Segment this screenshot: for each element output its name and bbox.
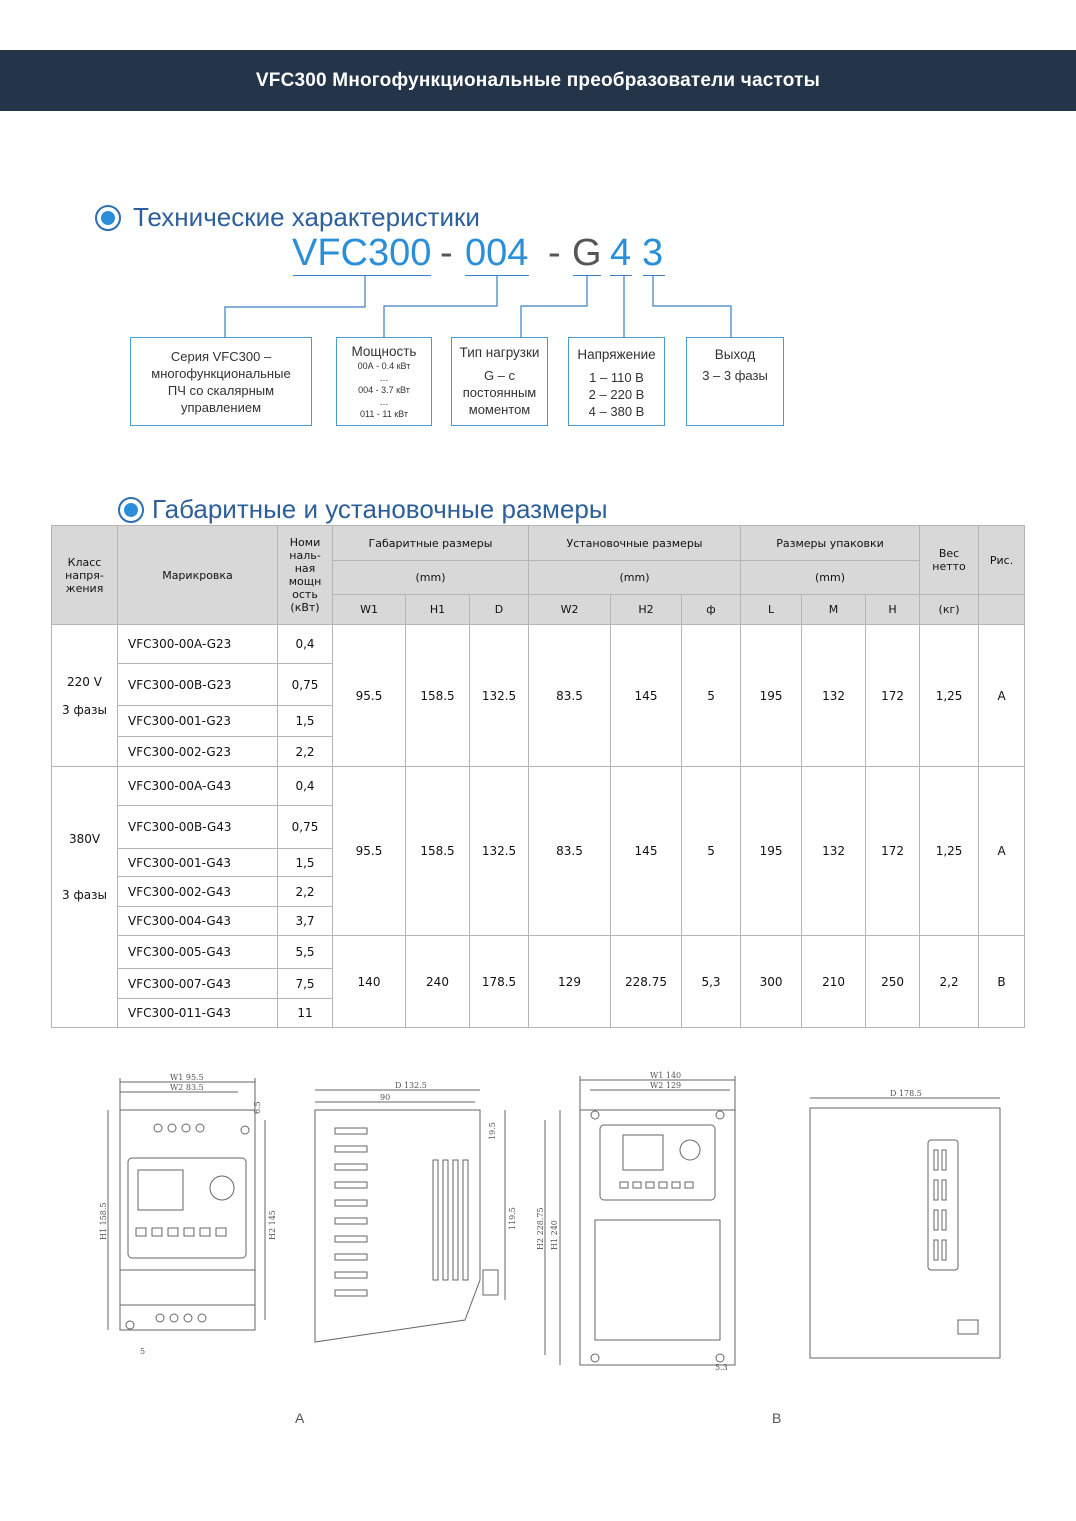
- dim-label: 5: [140, 1347, 146, 1356]
- cell-d: 132.5: [470, 625, 529, 767]
- cell-model: VFC300-00A-G43: [118, 767, 278, 806]
- code-voltage: 4: [610, 232, 632, 274]
- box-voltage: [568, 337, 665, 426]
- dim-label: 19.5: [488, 1122, 497, 1140]
- cell-model: VFC300-00A-G23: [118, 625, 278, 664]
- cell-l: 300: [741, 936, 802, 1028]
- th-col: (кг): [920, 595, 979, 625]
- th-col: H1: [406, 595, 470, 625]
- th-overall: Габаритные размеры: [333, 526, 529, 561]
- drawing-label-a: A: [295, 1410, 305, 1426]
- box-output: [686, 337, 784, 426]
- table-row: [52, 625, 1025, 664]
- section-title-text: Габаритные и установочные размеры: [152, 494, 608, 524]
- box-line: …: [379, 397, 389, 407]
- cell-h: 172: [866, 767, 920, 936]
- box-line: G – с: [483, 368, 516, 383]
- cell-m: 132: [802, 767, 866, 936]
- bullet-icon: [118, 497, 144, 523]
- cell-power: 2,2: [278, 877, 333, 907]
- dim-label: H2 145: [268, 1210, 277, 1240]
- box-title: Выход: [714, 347, 756, 362]
- th-mm: (mm): [741, 561, 920, 595]
- th-weight: Вес нетто: [920, 526, 979, 595]
- section-title-text: Технические характеристики: [133, 202, 480, 232]
- box-line: ПЧ со скалярным: [167, 383, 275, 398]
- th-col: M: [802, 595, 866, 625]
- cell-m: 132: [802, 625, 866, 767]
- box-title: Тип нагрузки: [459, 345, 540, 360]
- drawing-a-front: [100, 1070, 280, 1360]
- table-row: [52, 767, 1025, 806]
- th-col: H: [866, 595, 920, 625]
- cell-power: 0,75: [278, 664, 333, 706]
- cell-h2: 228.75: [611, 936, 682, 1028]
- cell-power: 7,5: [278, 969, 333, 999]
- cell-model: VFC300-005-G43: [118, 936, 278, 969]
- box-line: 3 – 3 фазы: [702, 368, 768, 383]
- th-mounting: Установочные размеры: [529, 526, 741, 561]
- header-title: VFC300 Многофункциональные преобразователи частоты: [255, 69, 821, 91]
- th-col: L: [741, 595, 802, 625]
- box-line: …: [379, 373, 389, 383]
- th-mm: (mm): [333, 561, 529, 595]
- cell-w1: 95.5: [333, 625, 406, 767]
- dim-label: H1 240: [550, 1220, 559, 1250]
- cell-phi: 5: [682, 767, 741, 936]
- cell-voltage-class: 220 V 3 фазы: [52, 625, 118, 767]
- cell-model: VFC300-00B-G23: [118, 664, 278, 706]
- box-line: управлением: [180, 400, 262, 415]
- cell-model: VFC300-011-G43: [118, 999, 278, 1028]
- drawing-a-side: [305, 1080, 525, 1350]
- dim-label: H2 228.75: [536, 1207, 545, 1250]
- code-output: 3: [642, 232, 664, 274]
- box-title: Мощность: [351, 344, 417, 359]
- bullet-icon: [95, 205, 121, 231]
- cell-m: 210: [802, 936, 866, 1028]
- th-col: W2: [529, 595, 611, 625]
- dim-label: W2 129: [650, 1081, 682, 1090]
- box-line: моментом: [468, 402, 531, 417]
- th-voltage-class: Класс напря- жения: [52, 526, 118, 625]
- cell-l: 195: [741, 767, 802, 936]
- section-title-specs: [95, 202, 480, 233]
- cell-h1: 240: [406, 936, 470, 1028]
- cell-w2: 83.5: [529, 767, 611, 936]
- table-row: [52, 936, 1025, 969]
- code-series: VFC300: [292, 232, 432, 274]
- dim-label: H1 158.5: [99, 1202, 108, 1240]
- cell-power: 2,2: [278, 737, 333, 767]
- dim-label: W2 83.5: [170, 1083, 204, 1092]
- dim-label: W1 95.5: [170, 1073, 204, 1082]
- cell-d: 132.5: [470, 767, 529, 936]
- box-line: постоянным: [462, 385, 537, 400]
- cell-h1: 158.5: [406, 625, 470, 767]
- th-col: ф: [682, 595, 741, 625]
- cell-power: 5,5: [278, 936, 333, 969]
- th-fig: Рис.: [979, 526, 1025, 595]
- box-load: [451, 337, 548, 426]
- cell-w1: 140: [333, 936, 406, 1028]
- th-marking: Марикровка: [118, 526, 278, 625]
- cell-fig: B: [979, 936, 1025, 1028]
- cell-model: VFC300-00B-G43: [118, 806, 278, 849]
- cell-power: 0,4: [278, 767, 333, 806]
- th-power: Номи наль- ная мощн ость (кВт): [278, 526, 333, 625]
- cell-weight: 1,25: [920, 625, 979, 767]
- box-line: 2 – 220 В: [588, 387, 645, 402]
- cell-w1: 95.5: [333, 767, 406, 936]
- cell-l: 195: [741, 625, 802, 767]
- dim-label: D 178.5: [890, 1089, 922, 1098]
- th-col: D: [470, 595, 529, 625]
- dim-label: 119.5: [508, 1207, 517, 1230]
- cell-model: VFC300-002-G43: [118, 877, 278, 907]
- th-col: H2: [611, 595, 682, 625]
- code-underline: [643, 275, 665, 276]
- cell-weight: 2,2: [920, 936, 979, 1028]
- cell-h1: 158.5: [406, 767, 470, 936]
- box-line: 011 - 11 кВт: [360, 409, 408, 419]
- box-line: 004 - 3.7 кВт: [358, 385, 410, 395]
- code-dash-2: -: [548, 232, 561, 274]
- drawing-label-b: B: [772, 1410, 782, 1426]
- cell-power: 0,4: [278, 625, 333, 664]
- box-line: 1 – 110 В: [589, 370, 644, 385]
- cell-power: 0,75: [278, 806, 333, 849]
- section-title-dimensions: [118, 494, 608, 525]
- code-dash-1: -: [440, 232, 453, 274]
- cell-d: 178.5: [470, 936, 529, 1028]
- header-banner: [0, 50, 1076, 111]
- cell-power: 1,5: [278, 706, 333, 737]
- box-line: Серия VFC300 –: [170, 349, 272, 364]
- dim-label: W1 140: [650, 1071, 682, 1080]
- cell-model: VFC300-002-G23: [118, 737, 278, 767]
- code-underline: [465, 275, 529, 276]
- dim-label: D 132.5: [395, 1081, 427, 1090]
- drawing-b-side: [800, 1080, 1020, 1370]
- th-packing: Размеры упаковки: [741, 526, 920, 561]
- dim-label: 5.3: [715, 1363, 728, 1372]
- dimensions-table: [51, 525, 1025, 1028]
- cell-model: VFC300-007-G43: [118, 969, 278, 999]
- cell-voltage-class: 380V 3 фазы: [52, 767, 118, 1028]
- cell-h2: 145: [611, 625, 682, 767]
- cell-w2: 129: [529, 936, 611, 1028]
- code-load: G: [572, 232, 602, 274]
- cell-h: 250: [866, 936, 920, 1028]
- dim-label: 6.5: [253, 1101, 262, 1114]
- dim-label: 90: [380, 1093, 391, 1102]
- code-underline: [293, 275, 431, 276]
- cell-fig: A: [979, 625, 1025, 767]
- code-power: 004: [465, 232, 529, 274]
- th-col: W1: [333, 595, 406, 625]
- box-line: 00А - 0.4 кВт: [357, 361, 411, 371]
- cell-phi: 5,3: [682, 936, 741, 1028]
- cell-h2: 145: [611, 767, 682, 936]
- box-series: [130, 337, 312, 426]
- code-underline: [610, 275, 632, 276]
- drawing-b-front: [535, 1070, 765, 1375]
- cell-fig: A: [979, 767, 1025, 936]
- box-power: [336, 337, 432, 426]
- cell-w2: 83.5: [529, 625, 611, 767]
- th-mm: (mm): [529, 561, 741, 595]
- cell-model: VFC300-001-G23: [118, 706, 278, 737]
- cell-model: VFC300-001-G43: [118, 849, 278, 877]
- cell-phi: 5: [682, 625, 741, 767]
- cell-power: 1,5: [278, 849, 333, 877]
- code-underline: [573, 275, 601, 276]
- cell-power: 11: [278, 999, 333, 1028]
- cell-power: 3,7: [278, 907, 333, 936]
- cell-h: 172: [866, 625, 920, 767]
- cell-model: VFC300-004-G43: [118, 907, 278, 936]
- box-line: многофункциональные: [151, 366, 291, 381]
- th-col-empty: [979, 595, 1025, 625]
- cell-weight: 1,25: [920, 767, 979, 936]
- box-title: Напряжение: [577, 347, 656, 362]
- box-line: 4 – 380 В: [588, 404, 645, 419]
